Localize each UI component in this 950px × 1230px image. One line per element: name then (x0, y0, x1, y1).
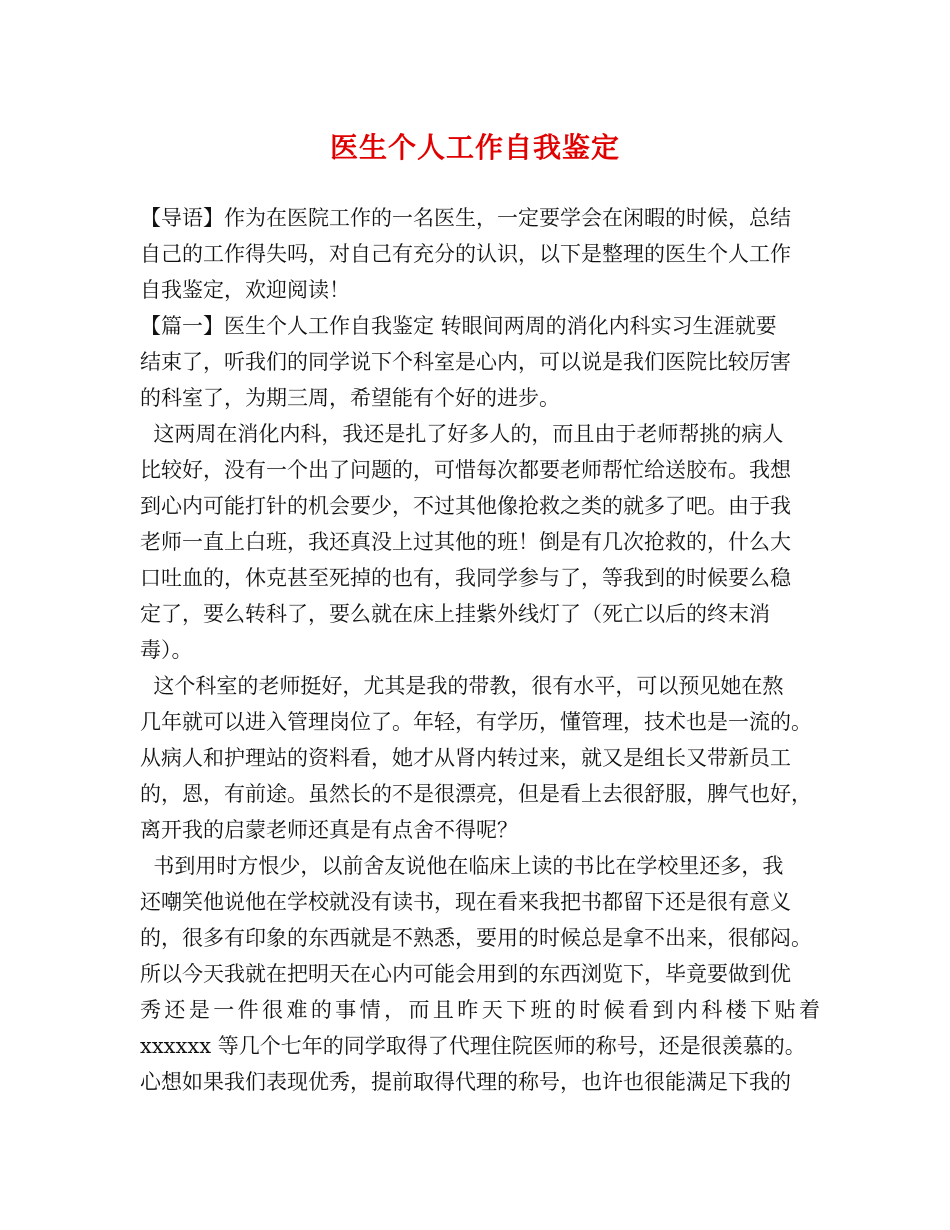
body-line: 【导语】作为在医院工作的一名医生，一定要学会在闲暇的时候，总结 (140, 206, 791, 230)
body-line: 这两周在消化内科，我还是扎了好多人的，而且由于老师帮挑的病人 (140, 422, 784, 446)
body-line: 毒）。 (140, 638, 193, 662)
body-line: 所以今天我就在把明天在心内可能会用到的东西浏览下，毕竟要做到优 (140, 962, 791, 986)
body-line: 比较好，没有一个出了问题的，可惜每次都要老师帮忙给送胶布。我想 (140, 458, 791, 482)
document-body (140, 200, 820, 1100)
body-line: 自己的工作得失吗，对自己有充分的认识，以下是整理的医生个人工作 (140, 242, 791, 266)
body-line: 从病人和护理站的资料看，她才从肾内转过来，就又是组长又带新员工 (140, 746, 791, 770)
body-line: 书到用时方恨少，以前舍友说他在临床上读的书比在学校里还多，我 (140, 854, 784, 878)
body-line: 还嘲笑他说他在学校就没有读书，现在看来我把书都留下还是很有意义 (140, 890, 791, 914)
body-line: 这个科室的老师挺好，尤其是我的带教，很有水平，可以预见她在熬 (140, 674, 784, 698)
body-line: 自我鉴定，欢迎阅读！ (140, 278, 350, 302)
body-line: 【篇一】医生个人工作自我鉴定 转眼间两周的消化内科实习生涯就要 (140, 314, 777, 338)
body-line: xxxxxx 等几个七年的同学取得了代理住院医师的称号，还是很羡慕的。 (140, 1034, 806, 1058)
body-line: 结束了，听我们的同学说下个科室是心内，可以说是我们医院比较厉害 (140, 350, 791, 374)
body-line: 的科室了，为期三周，希望能有个好的进步。 (140, 386, 560, 410)
body-line: 的，很多有印象的东西就是不熟悉，要用的时候总是拿不出来，很郁闷。 (140, 926, 812, 950)
body-line: 到心内可能打针的机会要少，不过其他像抢救之类的就多了吧。由于我 (140, 494, 791, 518)
document-title: 医生个人工作自我鉴定 (329, 131, 620, 164)
body-line: 心想如果我们表现优秀，提前取得代理的称号，也许也很能满足下我的 (140, 1070, 791, 1094)
body-line: 离开我的启蒙老师还真是有点舍不得呢？ (140, 818, 518, 842)
body-line: 秀还是一件很难的事情，而且昨天下班的时候看到内科楼下贴着 (140, 998, 820, 1022)
body-line: 的，恩，有前途。虽然长的不是很漂亮，但是看上去很舒服，脾气也好， (140, 782, 812, 806)
body-line: 定了，要么转科了，要么就在床上挂紫外线灯了（死亡以后的终末消 (140, 602, 770, 626)
body-line: 口吐血的，休克甚至死掉的也有，我同学参与了，等我到的时候要么稳 (140, 566, 791, 590)
body-line: 老师一直上白班，我还真没上过其他的班！倒是有几次抢救的，什么大 (140, 530, 791, 554)
body-line: 几年就可以进入管理岗位了。年轻，有学历，懂管理，技术也是一流的。 (140, 710, 812, 734)
